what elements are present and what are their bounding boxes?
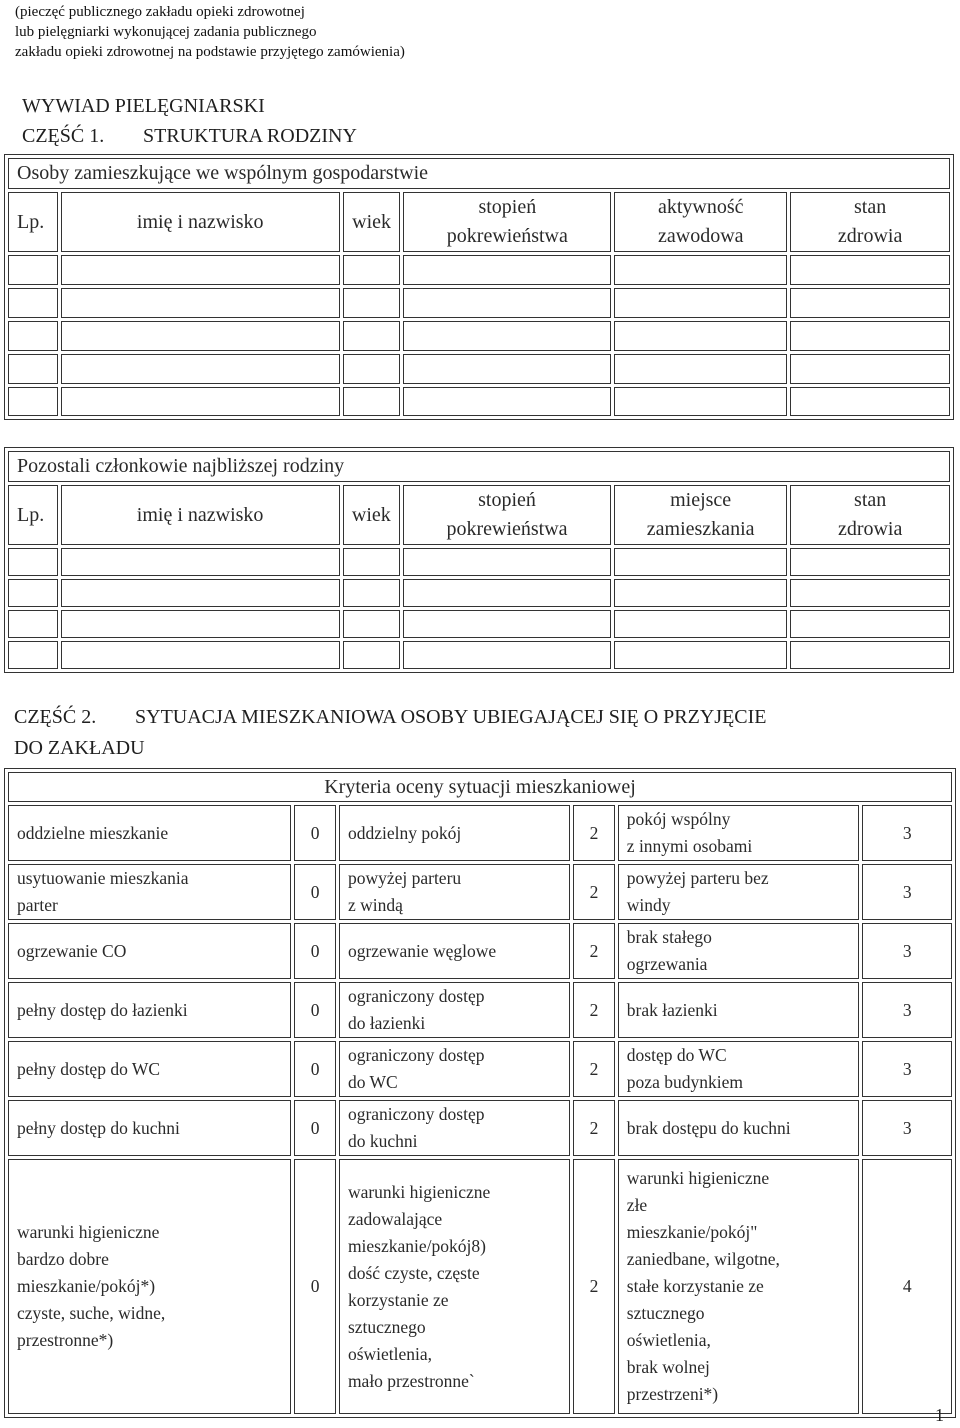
part2-label: CZĘŚĆ 2.: [14, 706, 97, 728]
stamp-line: (pieczęć publicznego zakładu opieki zdrowotnej: [15, 4, 305, 20]
criteria-description: ograniczony dostęp do łazienki: [339, 982, 570, 1038]
criteria-score: 0: [294, 1041, 336, 1097]
criteria-description: ogrzewanie węglowe: [339, 923, 570, 979]
criteria-description: usytuowanie mieszkania parter: [8, 864, 291, 920]
criteria-score: 3: [862, 923, 952, 979]
part1-title: STRUKTURA RODZINY: [143, 125, 357, 147]
criteria-score: 3: [862, 1100, 952, 1156]
table-row[interactable]: [8, 548, 950, 576]
criteria-description: warunki higieniczne bardzo dobre mieszkanie/pokój*) czyste, suche, widne, przestronne*): [8, 1159, 291, 1414]
criteria-score: 3: [862, 1041, 952, 1097]
criteria-score: 2: [573, 982, 615, 1038]
criteria-description: powyżej parteru z windą: [339, 864, 570, 920]
criteria-description: oddzielne mieszkanie: [8, 805, 291, 861]
criteria-row: [8, 923, 952, 979]
table-row[interactable]: [8, 288, 950, 318]
col-header-health: stan zdrowia: [790, 485, 950, 545]
criteria-description: ogrzewanie CO: [8, 923, 291, 979]
table-row[interactable]: [8, 387, 950, 416]
part2-title-continued: DO ZAKŁADU: [14, 737, 145, 759]
criteria-title: Kryteria oceny sytuacji mieszkaniowej: [8, 772, 952, 802]
table-row[interactable]: [8, 641, 950, 669]
criteria-description: pełny dostęp do łazienki: [8, 982, 291, 1038]
household-header-row: [8, 192, 950, 252]
part1-label: CZĘŚĆ 1.: [22, 125, 105, 147]
col-header-lp: Lp.: [8, 485, 58, 545]
criteria-description: brak dostępu do kuchni: [618, 1100, 860, 1156]
page-number: 1: [935, 1405, 944, 1425]
stamp-line: zakładu opieki zdrowotnej na podstawie przyjętego zamówienia): [15, 44, 405, 60]
criteria-description: oddzielny pokój: [339, 805, 570, 861]
col-header-residence: miejsce zamieszkania: [614, 485, 787, 545]
criteria-score: 0: [294, 982, 336, 1038]
criteria-score: 0: [294, 805, 336, 861]
criteria-description: pokój wspólny z innymi osobami: [618, 805, 860, 861]
criteria-table: [4, 768, 956, 1418]
col-header-age: wiek: [343, 485, 401, 545]
stamp-note: [15, 2, 405, 62]
criteria-score: 0: [294, 1159, 336, 1414]
criteria-score: 0: [294, 923, 336, 979]
criteria-description: ograniczony dostęp do kuchni: [339, 1100, 570, 1156]
criteria-score: 0: [294, 1100, 336, 1156]
criteria-score: 2: [573, 864, 615, 920]
criteria-description: powyżej parteru bez windy: [618, 864, 860, 920]
criteria-score: 2: [573, 1159, 615, 1414]
criteria-score: 2: [573, 805, 615, 861]
criteria-row: [8, 1100, 952, 1156]
criteria-score: 4: [862, 1159, 952, 1414]
document-title: WYWIAD PIELĘGNIARSKI: [22, 95, 265, 117]
criteria-score: 3: [862, 805, 952, 861]
table-row[interactable]: [8, 579, 950, 607]
criteria-description: warunki higieniczne złe mieszkanie/pokój" zaniedbane, wilgotne, stałe korzystanie ze sztucznego oświetlenia, brak wolnej przestrzeni*): [618, 1159, 860, 1414]
criteria-row: [8, 805, 952, 861]
part2-title: SYTUACJA MIESZKANIOWA OSOBY UBIEGAJĄCEJ SIĘ O PRZYJĘCIE: [135, 706, 767, 728]
stamp-line: lub pielęgniarki wykonującej zadania publicznego: [15, 24, 317, 40]
household-table: [4, 154, 954, 420]
criteria-row: [8, 982, 952, 1038]
criteria-score: 2: [573, 923, 615, 979]
table-row[interactable]: [8, 255, 950, 285]
criteria-score: 3: [862, 982, 952, 1038]
relatives-header-row: [8, 485, 950, 545]
criteria-description: pełny dostęp do kuchni: [8, 1100, 291, 1156]
household-caption: Osoby zamieszkujące we wspólnym gospodarstwie: [8, 158, 950, 189]
col-header-health: stan zdrowia: [790, 192, 950, 252]
criteria-score: 3: [862, 864, 952, 920]
col-header-occupation: aktywność zawodowa: [614, 192, 787, 252]
criteria-description: warunki higieniczne zadowalające mieszkanie/pokój8) dość czyste, częste korzystanie ze sztucznego oświetlenia, mało przestronne`: [339, 1159, 570, 1414]
criteria-row: [8, 1159, 952, 1414]
criteria-description: pełny dostęp do WC: [8, 1041, 291, 1097]
table-row[interactable]: [8, 354, 950, 384]
criteria-description: brak stałego ogrzewania: [618, 923, 860, 979]
col-header-name: imię i nazwisko: [61, 485, 340, 545]
relatives-table: [4, 447, 954, 673]
col-header-relation: stopień pokrewieństwa: [403, 192, 611, 252]
criteria-score: 2: [573, 1100, 615, 1156]
criteria-score: 2: [573, 1041, 615, 1097]
table-row[interactable]: [8, 321, 950, 351]
table-row[interactable]: [8, 610, 950, 638]
criteria-row: [8, 1041, 952, 1097]
relatives-caption: Pozostali członkowie najbliższej rodziny: [8, 451, 950, 482]
col-header-lp: Lp.: [8, 192, 58, 252]
criteria-description: ograniczony dostęp do WC: [339, 1041, 570, 1097]
criteria-score: 0: [294, 864, 336, 920]
col-header-name: imię i nazwisko: [61, 192, 340, 252]
criteria-row: [8, 864, 952, 920]
criteria-description: brak łazienki: [618, 982, 860, 1038]
criteria-description: dostęp do WC poza budynkiem: [618, 1041, 860, 1097]
col-header-age: wiek: [343, 192, 401, 252]
col-header-relation: stopień pokrewieństwa: [403, 485, 611, 545]
